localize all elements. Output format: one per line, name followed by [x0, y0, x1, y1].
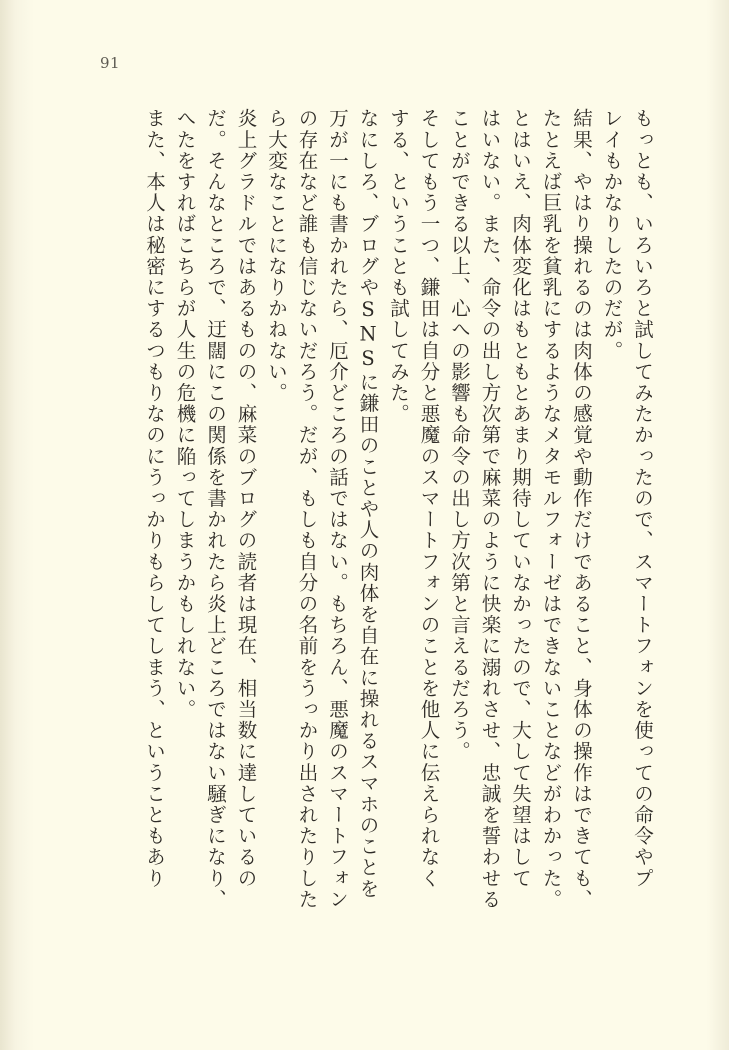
- text-line: だ。そんなところで、迂闊にこの関係を書かれたら炎上どころではない騒ぎになり、: [204, 108, 227, 910]
- text-line: なにしろ、ブログやSNSに鎌田のことや人の肉体を自在に操れるスマホのことを: [356, 108, 380, 900]
- body-text-block: [139, 108, 658, 978]
- text-line: 炎上グラドルではあるものの、麻菜のブログの読者は現在、相当数に達しているの: [234, 108, 258, 889]
- text-line: また、本人は秘密にするつもりなのにうっかりもらしてしまう、ということもあり: [143, 108, 166, 889]
- text-line: 万が一にも書かれたら、厄介どころの話ではない。もちろん、悪魔のスマートフォン: [326, 108, 349, 910]
- text-line: 結果、やはり操れるのは肉体の感覚や動作だけであること、身体の操作はできても、: [570, 108, 593, 910]
- text-line: はいない。また、命令の出し方次第で麻菜のように快楽に溺れさせ、忠誠を誓わせる: [478, 108, 502, 910]
- page-number: 91: [100, 54, 121, 72]
- text-line: とはいえ、肉体変化はもともとあまり期待していなかったので、大して失望はして: [509, 108, 532, 889]
- text-line: もっとも、いろいろと試してみたかったので、スマートフォンを使っての命令やプ: [631, 108, 654, 889]
- text-line: ことができる以上、心への影響も命令の出し方次第と言えるだろう。: [448, 108, 471, 763]
- text-line: たとえば巨乳を貧乳にするようなメタモルフォーゼはできないことなどがわかった。: [539, 108, 563, 910]
- text-line: する、ということも試してみた。: [387, 108, 410, 425]
- text-line: へたをすればこちらが人生の危機に陥ってしまうかもしれない。: [173, 108, 197, 720]
- text-line: の存在など誰も信じないだろう。だが、もしも自分の名前をうっかり出されたりした: [295, 108, 319, 910]
- text-line: ら大変なことになりかねない。: [265, 108, 288, 404]
- text-line: レイもかなりしたのだが。: [600, 108, 624, 362]
- text-line: そしてもう一つ、鎌田は自分と悪魔のスマートフォンのことを他人に伝えられなく: [417, 108, 441, 889]
